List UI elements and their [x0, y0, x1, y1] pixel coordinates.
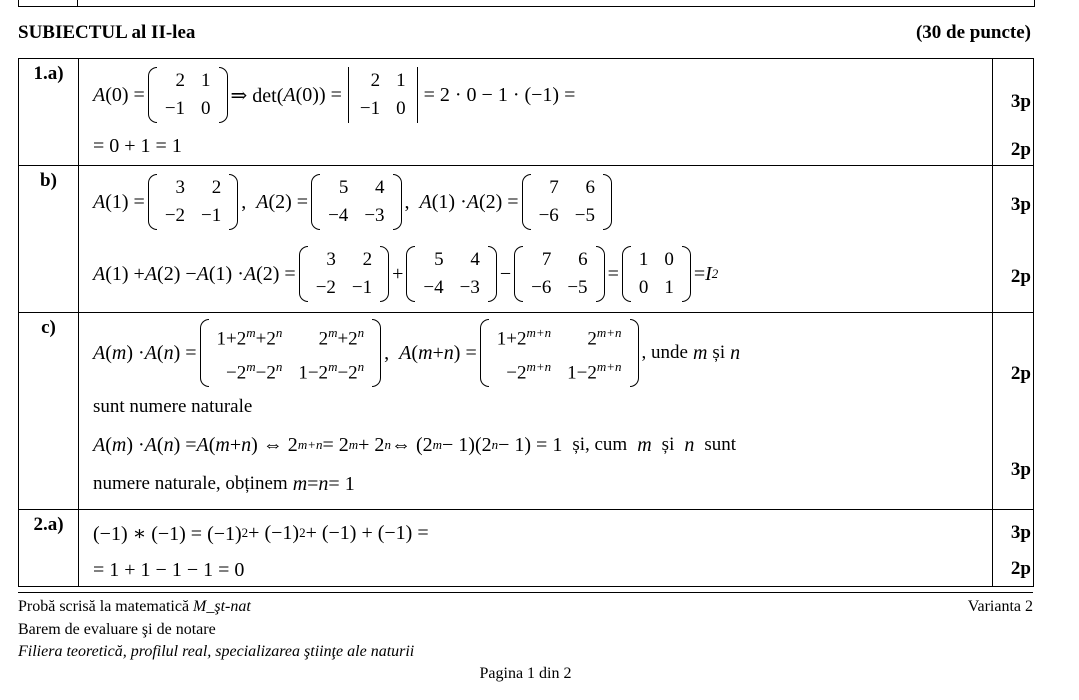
points-value: 3p — [1010, 194, 1031, 215]
footer-line — [18, 598, 1033, 616]
item-label: 1.a) — [19, 59, 79, 166]
points-cell — [993, 59, 1034, 166]
text-fragment: și — [661, 434, 675, 455]
math-line: A ( m ) · A ( n ) = A ( m + n ) ⇔ 2 m+n = 2 m + 2 n ⇔ (2 m − 1)(2 n − 1) = 1 și, cum m și n sunt — [93, 433, 737, 456]
points-value: 3p — [1010, 522, 1031, 543]
table-row — [19, 313, 1034, 510]
text-fragment: , unde — [641, 342, 688, 363]
math-line: A (1) + A (2) − A (1) · A (2) = 3 2 −2 −1 + 5 4 −4 −3 − 7 6 −6 −5 = 1 0 0 1 = I 2 — [79, 238, 992, 310]
math-line: A ( m ) · A ( n ) = $1+2^m+2^n$ $2^m+2^n$ $-2^m-2^n$ $1-2^m-2^n$ , A ( m + n ) = $1+2^{m+n}$ $2^{m+n}$ $-2^{m+n}$ $1-2^{m+n}$ , unde m și n — [79, 313, 992, 393]
text-fragment: și, cum — [572, 434, 628, 455]
top-table-remnant — [18, 0, 1035, 7]
item-label: c) — [19, 313, 79, 510]
footer-track: M_şt-nat — [193, 598, 251, 615]
item-label: b) — [19, 166, 79, 313]
item-label: 2.a) — [19, 510, 79, 587]
points-value: 3p — [1010, 459, 1031, 480]
text-line: sunt numere naturale — [93, 396, 253, 417]
solution-cell — [79, 510, 993, 587]
footer-line: Filiera teoretică, profilul real, specializarea ştiinţe ale naturii — [18, 643, 415, 660]
solution-cell — [79, 313, 993, 510]
points-cell — [993, 313, 1034, 510]
points-cell — [993, 510, 1034, 587]
points-value: 2p — [1010, 266, 1031, 287]
math-line: numere naturale, obținem m = n = 1 — [93, 472, 355, 495]
points-value: 2p — [1010, 558, 1031, 579]
math-line: = 1 + 1 − 1 − 1 = 0 — [93, 558, 245, 581]
footer-divider — [18, 592, 1033, 593]
points-value: 3p — [1010, 91, 1031, 112]
text-fragment: numere naturale, obținem — [93, 473, 288, 494]
section-points: (30 de puncte) — [915, 22, 1031, 43]
table-row — [19, 166, 1034, 313]
points-value: 2p — [1010, 139, 1031, 160]
table-row — [19, 59, 1034, 166]
grading-table — [18, 58, 1034, 587]
math-line: A (0) = 2 1 −1 0 ⇒ det( A (0)) = 2 1 −1 0 = 2 · 0 − 1 · (−1) = — [79, 59, 992, 131]
points-value: 2p — [1010, 363, 1031, 384]
table-row — [19, 510, 1034, 587]
math-line: A (1) = 3 2 −2 −1 , A (2) = 5 4 −4 −3 , A (1) · A (2) = 7 6 −6 −5 — [79, 166, 992, 238]
math-line: = 0 + 1 = 1 — [93, 134, 182, 157]
points-cell — [993, 166, 1034, 313]
footer-subject: Probă scrisă la matematică — [18, 598, 194, 615]
page-number: Pagina 1 din 2 — [479, 665, 572, 682]
math-line: (−1) ∗ (−1) = (−1) 2 + (−1) 2 + (−1) + (−1) = — [93, 521, 429, 545]
footer-variant: Varianta 2 — [967, 598, 1033, 615]
text-fragment: sunt — [704, 434, 737, 455]
solution-cell — [79, 166, 993, 313]
solution-cell — [79, 59, 993, 166]
text-fragment: și — [712, 342, 726, 363]
footer-line: Barem de evaluare şi de notare — [18, 621, 216, 638]
section-title: SUBIECTUL al II-lea — [18, 22, 196, 43]
